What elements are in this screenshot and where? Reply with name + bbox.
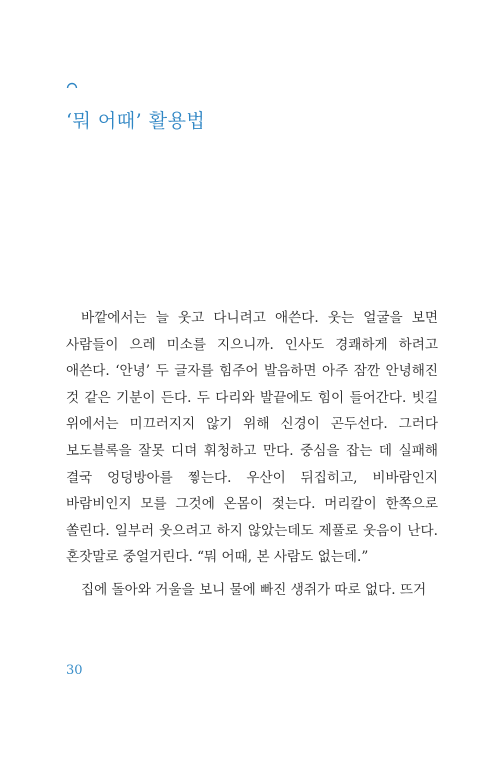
page-number: 30 [66, 663, 83, 678]
paragraph: 바깥에서는 늘 웃고 다니려고 애쓴다. 웃는 얼굴을 보면 사람들이 으레 미소를 지으니까. 인사도 경쾌하게 하려고 애쓴다. ‘안녕’ 두 글자를 힘주어 발음하면 아주 잠깐 안녕해진 것 같은 기분이 든다. 두 다리와 발끝에도 힘이 들어간다. 빗길 위에서는 미끄러지지 않기 위해 신경이 곤두선다. 그러다 보도블록을 잘못 디뎌 휘청하고 만다. 중심을 잡는 데 실패해 결국 엉덩방아를 찧는다. 우산이 뒤집히고, 비바람인지 바람비인지 모를 그것에 온몸이 젖는다. 머리칼이 한쪽으로 쏠린다. 일부러 웃으려고 하지 않았는데도 제풀로 웃음이 난다. 혼잣말로 중얼거린다. “뭐 어때, 본 사람도 없는데.” [66, 310, 438, 566]
body-text [66, 305, 438, 604]
paragraph: 집에 돌아와 거울을 보니 물에 빠진 생쥐가 따로 없다. 뜨거 [80, 581, 427, 598]
arc-mark-icon [66, 81, 78, 89]
chapter-title: ‘뭐 어때’ 활용법 [66, 110, 206, 132]
